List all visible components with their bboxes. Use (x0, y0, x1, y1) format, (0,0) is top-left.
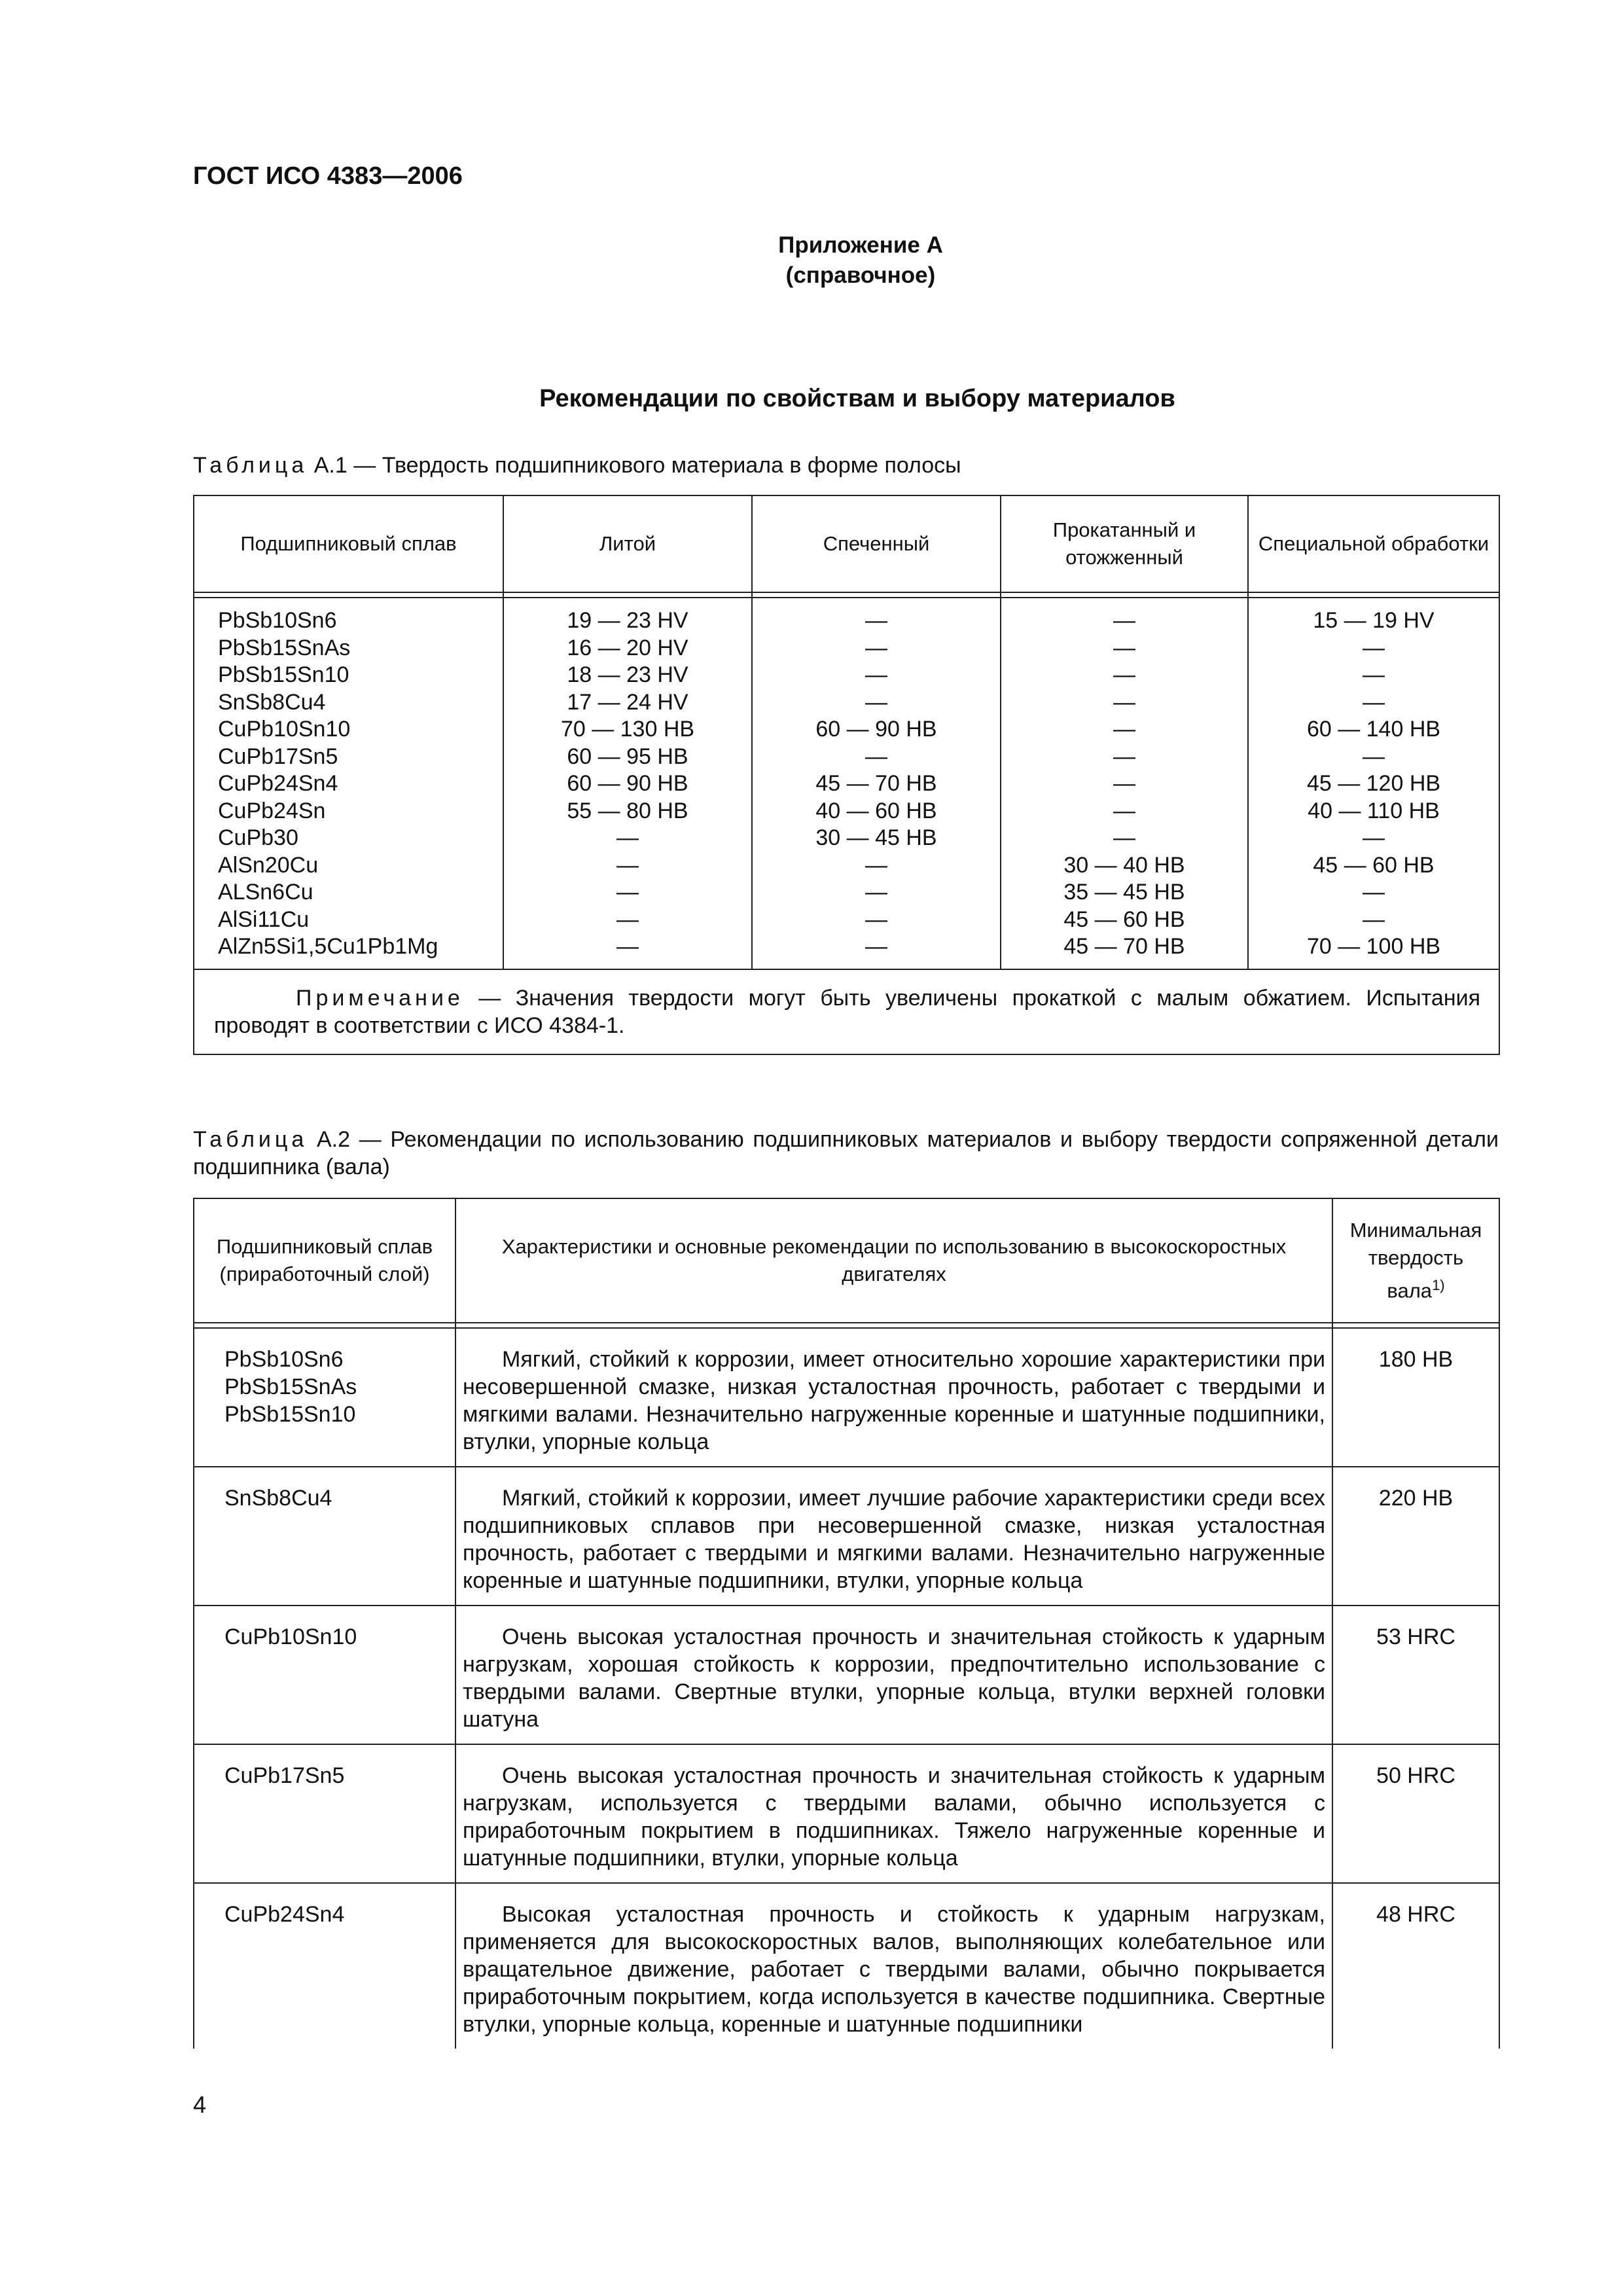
table-cell: 45 — 60 HB (1313, 852, 1435, 878)
table-cell: 55 — 80 HB (567, 798, 688, 823)
table-cell: AlZn5Si1,5Cu1Pb1Mg (218, 934, 438, 959)
table-row (194, 1467, 1499, 1605)
table2-caption-text: А.2 — Рекомендации по использованию подшипниковых материалов и выбору твердости сопряженной детали подшипника (вала) (193, 1127, 1499, 1179)
table-cell: 17 — 24 HV (567, 689, 688, 715)
table-cell: 70 — 130 HB (560, 717, 695, 742)
table-cell: — (865, 608, 887, 633)
table-cell: 40 — 60 HB (815, 798, 937, 823)
table1-caption-label: Таблица (193, 453, 308, 478)
table-cell: 70 — 100 HB (1306, 934, 1441, 959)
document-id: ГОСТ ИСО 4383—2006 (193, 162, 463, 190)
table-cell: 45 — 120 HB (1306, 771, 1441, 796)
table2-desc-cell: Мягкий, стойкий к коррозии, имеет лучшие рабочие характеристики среди всех подшипниковых сплавов при несовершенной смазке, низкая усталостная прочность, работает с твердыми и мягкими валами. Незначительно нагруженные коренные и шатунные подшипники, втулки, упорные кольца (455, 1467, 1332, 1605)
table-cell: — (1363, 662, 1385, 687)
table2-hardness-cell: 48 HRC (1332, 1883, 1499, 2049)
hardness-header-text: Минимальная твердость вала (1349, 1218, 1482, 1302)
table1-header-rolled: Прокатанный и отожженный (1001, 495, 1248, 592)
table2-header-desc: Характеристики и основные рекомендации по использованию в высокоскоростных двигателях (455, 1198, 1332, 1323)
table-cell: — (1113, 635, 1135, 660)
table-row (194, 1328, 1499, 1467)
table-cell: 35 — 45 HB (1063, 880, 1185, 905)
table-cell: — (1113, 689, 1135, 715)
table2-hardness-cell: 220 HB (1332, 1467, 1499, 1605)
table-cell: CuPb30 (218, 825, 298, 850)
table-cell: — (1363, 906, 1385, 932)
table1-col-sintered (752, 598, 1001, 969)
table-cell: — (616, 906, 639, 932)
table1-header-sintered: Спеченный (752, 495, 1001, 592)
note-label: Примечание (296, 985, 464, 1011)
table-cell: — (865, 852, 887, 878)
table-cell: — (1113, 798, 1135, 823)
table1-header-cast: Литой (503, 495, 752, 592)
table2-header-hardness (1332, 1198, 1499, 1323)
appendix-title: Приложение А (778, 232, 943, 258)
table-cell: 30 — 40 HB (1063, 852, 1185, 878)
table-row (194, 1883, 1499, 2049)
table2-hardness-cell: 53 HRC (1332, 1605, 1499, 1744)
table2-hardness-cell: 50 HRC (1332, 1744, 1499, 1883)
table-cell: — (865, 906, 887, 932)
table-cell: — (865, 880, 887, 905)
table-cell: — (865, 635, 887, 660)
table-cell: — (1113, 744, 1135, 769)
table-cell: PbSb15SnAs (218, 635, 351, 660)
table-cell: 30 — 45 HB (815, 825, 937, 850)
table1-col-rolled (1001, 598, 1248, 969)
table-cell: — (1113, 825, 1135, 850)
table-cell: CuPb17Sn5 (218, 744, 338, 769)
alloy-name: PbSb15SnAs (224, 1374, 357, 1399)
table-cell: 16 — 20 HV (567, 635, 688, 660)
table-cell: — (616, 880, 639, 905)
table2-alloy-cell (194, 1467, 455, 1605)
table-cell: 40 — 110 HB (1308, 798, 1440, 823)
table-cell: 60 — 140 HB (1306, 717, 1441, 742)
table2-desc-cell: Очень высокая усталостная прочность и значительная стойкость к ударным нагрузкам, хорошая стойкость к коррозии, предпочтительно использование с твердыми валами. Свертные втулки, упорные кольца, втулки верхней головки шатуна (455, 1605, 1332, 1744)
alloy-name: SnSb8Cu4 (224, 1486, 332, 1511)
table-cell: PbSb15Sn10 (218, 662, 349, 687)
table2-caption-label: Таблица (193, 1127, 308, 1152)
table-cell: SnSb8Cu4 (218, 689, 326, 715)
table-cell: CuPb24Sn (218, 798, 326, 823)
table-cell: — (865, 662, 887, 687)
table2-alloy-cell (194, 1883, 455, 2049)
table2-header-alloy: Подшипниковый сплав (приработочный слой) (194, 1198, 455, 1323)
table-cell: 45 — 60 HB (1063, 906, 1185, 932)
table-cell: PbSb10Sn6 (218, 608, 337, 633)
appendix-subtitle: (справочное) (785, 262, 936, 288)
table-cell: — (1363, 635, 1385, 660)
table-cell: 45 — 70 HB (1063, 934, 1185, 959)
table-cell: AlSi11Cu (218, 906, 310, 932)
alloy-name: PbSb10Sn6 (224, 1347, 344, 1372)
table1-body (194, 598, 1499, 969)
appendix-heading (0, 230, 1623, 291)
table-cell: — (865, 934, 887, 959)
table-cell: — (1363, 825, 1385, 850)
table2-alloy-cell (194, 1328, 455, 1467)
table-cell: 15 — 19 HV (1313, 608, 1435, 633)
table-cell: 19 — 23 HV (567, 608, 688, 633)
table-cell: ALSn6Cu (218, 880, 313, 905)
table-cell: 60 — 90 HB (815, 717, 937, 742)
table-cell: — (1363, 744, 1385, 769)
footnote-ref: 1) (1432, 1276, 1445, 1293)
table2-alloy-cell (194, 1605, 455, 1744)
table-cell: — (1113, 662, 1135, 687)
table-cell: — (1363, 880, 1385, 905)
table1-col-alloy (194, 598, 503, 969)
table-cell: — (865, 744, 887, 769)
alloy-name: PbSb15Sn10 (224, 1402, 356, 1427)
table2-hardness-cell: 180 HB (1332, 1328, 1499, 1467)
table2-caption (193, 1126, 1499, 1181)
table1-header-special: Специальной обработки (1248, 495, 1499, 592)
table-cell: — (616, 934, 639, 959)
table-cell: CuPb10Sn10 (218, 717, 351, 742)
alloy-name: CuPb17Sn5 (224, 1763, 345, 1788)
table-cell: CuPb24Sn4 (218, 771, 338, 796)
table2-alloy-cell (194, 1744, 455, 1883)
table1-note (194, 969, 1499, 1054)
table2-desc-cell: Мягкий, стойкий к коррозии, имеет относительно хорошие характеристики при несовершенной смазке, низкая усталостная прочность, работает с твердыми и мягкими валами. Незначительно нагруженные коренные и шатунные подшипники, втулки, упорные кольца (455, 1328, 1332, 1467)
table-cell: — (1113, 717, 1135, 742)
table1-col-special (1248, 598, 1499, 969)
table-cell: — (1113, 608, 1135, 633)
table1-col-cast (503, 598, 752, 969)
table2-desc-cell: Высокая усталостная прочность и стойкость к ударным нагрузкам, применяется для высокоскоростных валов, выполняющих колебательное или вращательное движение, работает с твердыми валами, обычно покрывается приработочным покрытием, когда используется в качестве подшипника. Свертные втулки, упорные кольца, коренные и шатунные подшипники (455, 1883, 1332, 2049)
table-cell: — (1363, 689, 1385, 715)
table2-desc-cell: Очень высокая усталостная прочность и значительная стойкость к ударным нагрузкам, используется с твердыми валами, обычно используется с приработочным покрытием в подшипниках. Тяжело нагруженные коренные и шатунные подшипники, втулки, упорные кольца (455, 1744, 1332, 1883)
table-cell: — (1113, 771, 1135, 796)
table1-caption-text: А.1 — Твердость подшипникового материала в форме полосы (308, 453, 961, 478)
note-text: — Значения твердости могут быть увеличены прокаткой с малым обжатием. Испытания проводят в соответствии с ИСО 4384-1. (214, 985, 1480, 1038)
table1-caption (193, 452, 1499, 479)
table-cell: — (616, 852, 639, 878)
table-row (194, 1605, 1499, 1744)
section-title: Рекомендации по свойствам и выбору материалов (539, 385, 1175, 412)
table-cell: 45 — 70 HB (815, 771, 937, 796)
table-cell: — (616, 825, 639, 850)
table-cell: 60 — 95 HB (567, 744, 688, 769)
alloy-name: CuPb24Sn4 (224, 1902, 345, 1927)
table1-header-alloy: Подшипниковый сплав (194, 495, 503, 592)
table-row (194, 1744, 1499, 1883)
page-number: 4 (193, 2091, 207, 2118)
table-cell: AlSn20Cu (218, 852, 319, 878)
table-cell: — (865, 689, 887, 715)
hardness-table (193, 495, 1500, 1055)
table-cell: 60 — 90 HB (567, 771, 688, 796)
alloy-name: CuPb10Sn10 (224, 1624, 357, 1649)
table-cell: 18 — 23 HV (567, 662, 688, 687)
recommendations-table (193, 1198, 1500, 2049)
